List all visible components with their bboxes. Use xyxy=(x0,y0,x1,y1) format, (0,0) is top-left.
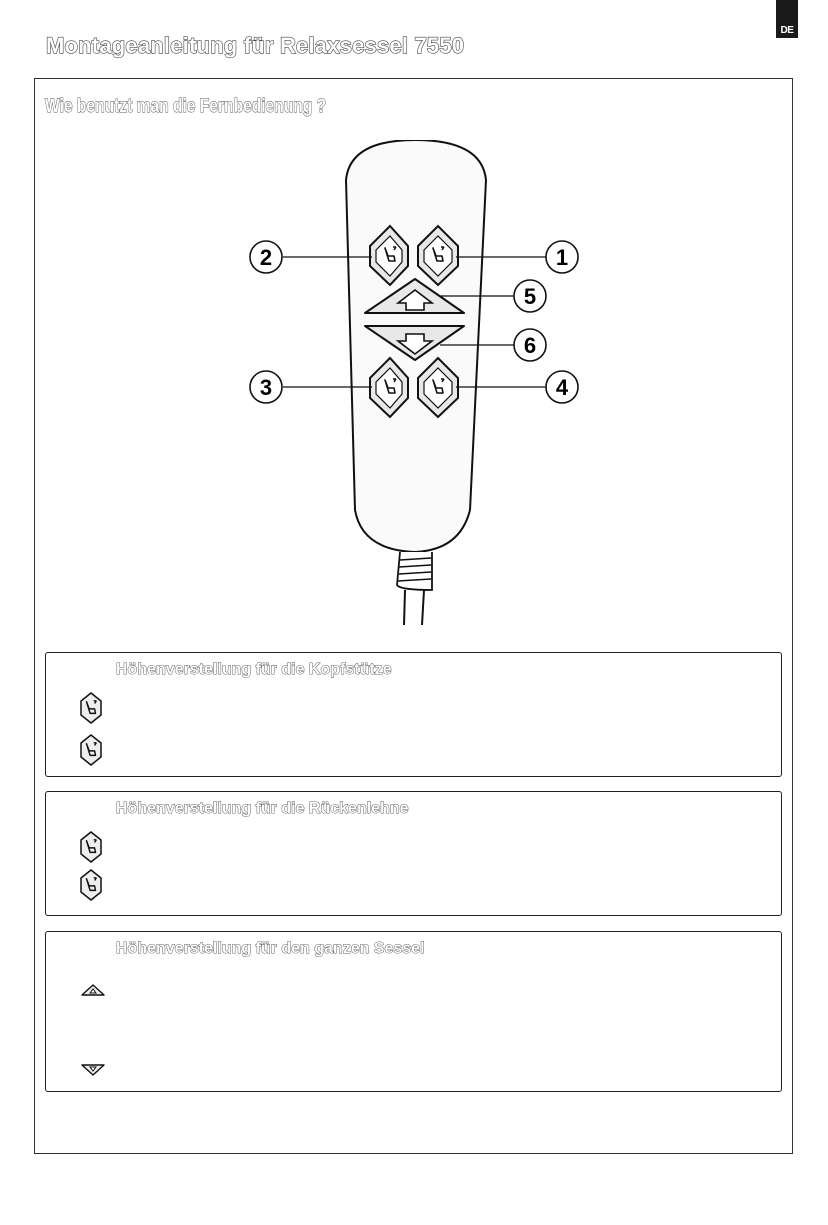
svg-text:2: 2 xyxy=(259,245,273,270)
headrest-box-title: Höhenverstellung für die Kopfstütze xyxy=(116,661,392,678)
callout-6 xyxy=(514,329,546,361)
backrest-up-icon xyxy=(78,830,104,864)
svg-text:4: 4 xyxy=(555,375,569,400)
remote-cable xyxy=(397,552,432,625)
callout-4 xyxy=(546,371,578,403)
svg-text:6: 6 xyxy=(523,333,537,358)
callout-1 xyxy=(546,241,578,273)
svg-text:5: 5 xyxy=(523,284,537,309)
headrest-up-icon xyxy=(78,691,104,725)
svg-text:3: 3 xyxy=(259,375,273,400)
headrest-down-icon xyxy=(78,733,104,767)
callout-5 xyxy=(514,280,546,312)
callout-3 xyxy=(250,371,282,403)
arrow-down-icon xyxy=(80,1062,106,1078)
callout-2 xyxy=(250,241,282,273)
backrest-box-title: Höhenverstellung für die Rückenlehne xyxy=(116,800,409,817)
section-heading: Wie benutzt man die Fernbedienung ? xyxy=(45,96,327,117)
remote-control-illustration xyxy=(240,140,600,640)
language-tab: DE xyxy=(776,0,798,38)
backrest-box xyxy=(45,791,782,916)
whole-chair-box-title: Höhenverstellung für den ganzen Sessel xyxy=(116,940,425,957)
backrest-down-icon xyxy=(78,868,104,902)
page-title: Montageanleitung für Relaxsessel 7550 xyxy=(46,33,465,58)
svg-text:1: 1 xyxy=(555,245,569,270)
headrest-box xyxy=(45,652,782,777)
arrow-up-icon xyxy=(80,982,106,998)
whole-chair-box xyxy=(45,931,782,1092)
